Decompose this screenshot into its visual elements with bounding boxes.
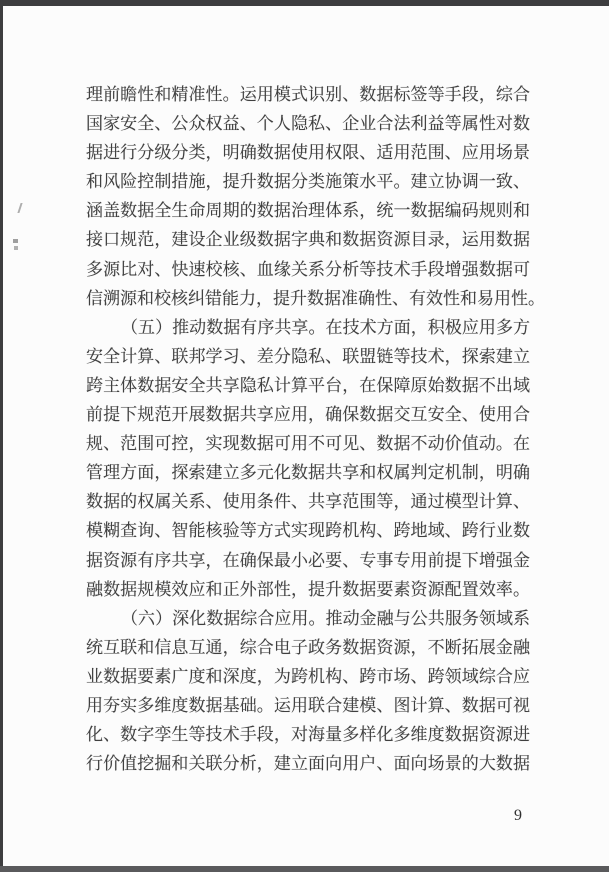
text-line: 前提下规范开展数据共享应用，确保数据交互安全、使用合: [86, 405, 530, 425]
text-line: 业数据要素广度和深度，为跨机构、跨市场、跨领域综合应: [86, 666, 530, 686]
paragraph-start-line: （六）深化数据综合应用。推动金融与公共服务领域系: [121, 608, 530, 628]
scan-artifact: [13, 203, 22, 213]
scan-edge-left: [0, 0, 3, 872]
text-line: 多源比对、快速校核、血缘关系分析等技术手段增强数据可: [86, 259, 530, 279]
text-line: 信溯源和校核纠错能力，提升数据准确性、有效性和易用性。: [86, 288, 545, 308]
text-line: 规、范围可控，实现数据可用不可见、数据不动价值动。在: [86, 434, 530, 454]
text-line: 化、数字孪生等技术手段，对海量多样化多维度数据资源进: [86, 725, 530, 745]
text-line: 数据的权属关系、使用条件、共享范围等，通过模型计算、: [86, 492, 530, 512]
body-text-column: [86, 80, 545, 778]
page-number: 9: [514, 807, 522, 824]
text-line: 安全计算、联邦学习、差分隐私、联盟链等技术，探索建立: [86, 346, 530, 366]
text-line: 国家安全、公众权益、个人隐私、企业合法利益等属性对数: [86, 114, 530, 134]
text-line: 接口规范，建设企业级数据字典和数据资源目录，运用数据: [86, 230, 530, 250]
text-line: 统互联和信息互通，综合电子政务数据资源，不断拓展金融: [86, 637, 530, 657]
text-line: 理前瞻性和精准性。运用模式识别、数据标签等手段，综合: [86, 85, 530, 104]
text-line: 融数据规模效应和正外部性，提升数据要素资源配置效率。: [86, 579, 530, 599]
text-line: 管理方面，探索建立多元化数据共享和权属判定机制，明确: [86, 463, 530, 483]
scan-edge-top: [0, 0, 609, 6]
paragraph-start-line: （五）推动数据有序共享。在技术方面，积极应用多方: [121, 317, 530, 337]
text-line: 用夯实多维度数据基础。运用联合建模、图计算、数据可视: [86, 695, 530, 715]
text-line: 据进行分级分类，明确数据使用权限、适用范围、应用场景: [86, 143, 530, 163]
text-line: 行价值挖掘和关联分析，建立面向用户、面向场景的大数据: [86, 754, 530, 774]
text-line: 跨主体数据安全共享隐私计算平台，在保障原始数据不出域: [86, 375, 530, 395]
scan-artifact: [13, 239, 18, 250]
text-line: 涵盖数据全生命周期的数据治理体系，统一数据编码规则和: [86, 201, 530, 221]
scan-edge-bottom: [0, 866, 609, 872]
text-line: 据资源有序共享，在确保最小必要、专事专用前提下增强金: [86, 550, 530, 570]
text-line: 和风险控制措施，提升数据分类施策水平。建立协调一致、: [86, 172, 530, 192]
text-line: 模糊查询、智能核验等方式实现跨机构、跨地域、跨行业数: [86, 521, 530, 541]
